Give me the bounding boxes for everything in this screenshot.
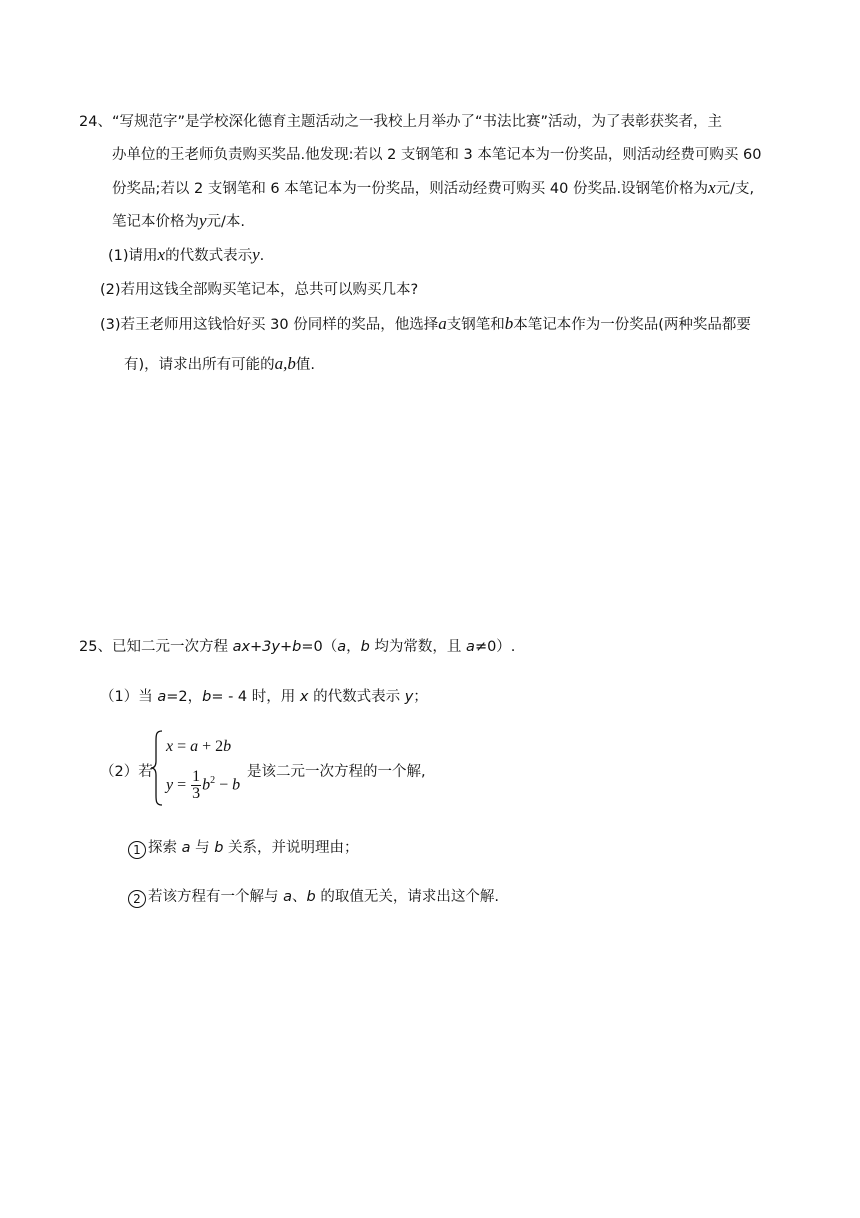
q24-part-2: (2)若用这钱全部购买笔记本，总共可以购买几本? xyxy=(100,282,419,298)
system-row-2: y = $\frac{1}{3}$ $b^2 - b$ xyxy=(166,768,241,803)
q24-part-1: (1)请用x的代数式表示y. xyxy=(108,245,265,264)
var-x: x xyxy=(708,178,716,197)
var-y: y xyxy=(199,211,207,230)
system-brace xyxy=(150,729,164,807)
q24-part-3-line-2: 有)，请求出所有可能的a,b值. xyxy=(124,354,316,373)
q25-number: 25、 xyxy=(79,639,112,655)
q25-part-2-text: 是该二元一次方程的一个解, xyxy=(247,764,426,780)
q24-part-3: (3)若王老师用这钱恰好买 30 份同样的奖品，他选择a支钢笔和b本笔记本作为一份奖品(两种奖品都要 xyxy=(100,314,751,333)
q25-part-1: （1）当 a=2，b= - 4 时，用 x 的代数式表示 y； xyxy=(100,689,428,705)
q24-number: 24、 xyxy=(79,114,112,130)
circled-number-2: 2 xyxy=(128,890,146,908)
fraction-one-third: $\frac{1}{3}$ xyxy=(192,768,201,803)
q25-sub-2: 2 若该方程有一个解与 a、b 的取值无关，请求出这个解. xyxy=(128,887,499,908)
q24-line-4: 笔记本价格为y元/本. xyxy=(112,211,246,230)
q24-line-3: 份奖品;若以 2 支钢笔和 6 本笔记本为一份奖品，则活动经费可购买 40 份奖品.设钢笔价格为x元/支, xyxy=(112,178,755,197)
q25-sub-1: 1 探索 a 与 b 关系，并说明理由； xyxy=(128,838,359,859)
system-row-1: x = a + 2b xyxy=(166,738,232,755)
q25-part-2-label: （2）若 xyxy=(100,764,153,780)
q25-stem: 25、已知二元一次方程 ax+3y+b=0（a，b 均为常数，且 a≠0）. xyxy=(79,639,516,655)
q24-line-2: 办单位的王老师负责购买奖品.他发现:若以 2 支钢笔和 3 本笔记本为一份奖品，则活动经费可购买 60 xyxy=(112,147,762,163)
q24-line-1 xyxy=(79,112,722,132)
q24-text-1: “写规范字”是学校深化德育主题活动之一我校上月举办了“书法比赛”活动，为了表彰获奖者，主 xyxy=(111,114,722,130)
circled-number-1: 1 xyxy=(128,841,146,859)
